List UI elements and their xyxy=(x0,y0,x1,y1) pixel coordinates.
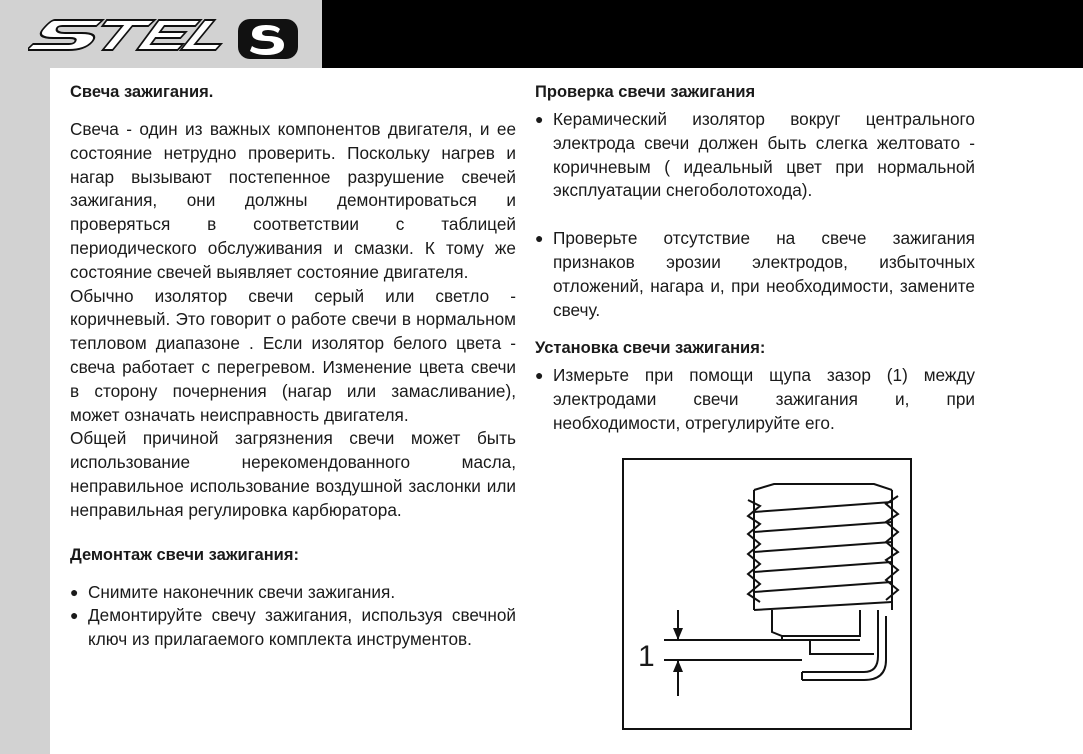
section-title-inspection: Проверка свечи зажигания xyxy=(535,83,756,101)
paragraph-contamination: Общей причиной загрязнения свечи может быть использование нерекомендованного масла, неправильное использование воздушной заслонки или неправильная регулировка карбюратора. xyxy=(70,428,516,520)
list-item: ● Снимите наконечник свечи зажигания. xyxy=(70,581,516,605)
section-title-spark-plug: Свеча зажигания. xyxy=(70,83,214,101)
spark-plug-gap-figure xyxy=(622,458,912,730)
right-column xyxy=(535,80,975,436)
section-title-installation: Установка свечи зажигания: xyxy=(535,339,766,358)
inspection-list xyxy=(535,108,975,322)
installation-list xyxy=(535,364,975,435)
stels-emblem-icon xyxy=(236,17,300,61)
stels-wordmark-icon xyxy=(28,12,228,56)
section-title-removal: Демонтаж свечи зажигания: xyxy=(70,545,299,564)
paragraph-intro: Свеча - один из важных компонентов двигателя, и ее состояние нетрудно проверить. Поскольку нагрев и нагар вызывают постепенное разрушение свечей зажигания, они должны демонтироваться и проверяться в соответствии с таблицей периодического обслуживания и смазки. К тому же состояние свечей выявляет состояние двигателя. xyxy=(70,119,516,282)
paragraph-insulator: Обычно изолятор свечи серый или светло - коричневый. Это говорит о работе свечи в нормальном тепловом диапазоне . Если изолятор белого цвета - свеча работает с перегревом. Изменение цвета свечи в сторону почернения (нагар или замасливание), может означать неисправность двигателя. xyxy=(70,285,516,425)
brand-logo xyxy=(0,0,322,68)
list-item: ● Проверьте отсутствие на свече зажигания признаков эрозии электродов, избыточных отложений, нагара и, при необходимости, замените свечу. xyxy=(535,227,975,322)
list-item: ● Измерьте при помощи щупа зазор (1) между электродами свечи зажигания и, при необходимости, отрегулируйте его. xyxy=(535,364,975,435)
gap-label: 1 xyxy=(638,640,655,673)
spark-plug-gap-diagram-icon xyxy=(624,460,910,728)
left-column xyxy=(70,80,516,652)
list-item: ● Демонтируйте свечу зажигания, используя свечной ключ из прилагаемого комплекта инструментов. xyxy=(70,604,516,652)
side-margin-strip xyxy=(0,68,50,754)
removal-steps-list xyxy=(70,581,516,652)
list-item: ● Керамический изолятор вокруг центрального электрода свечи должен быть слегка желтовато - коричневым ( идеальный цвет при нормальной эксплуатации снегоболотохода). xyxy=(535,108,975,203)
